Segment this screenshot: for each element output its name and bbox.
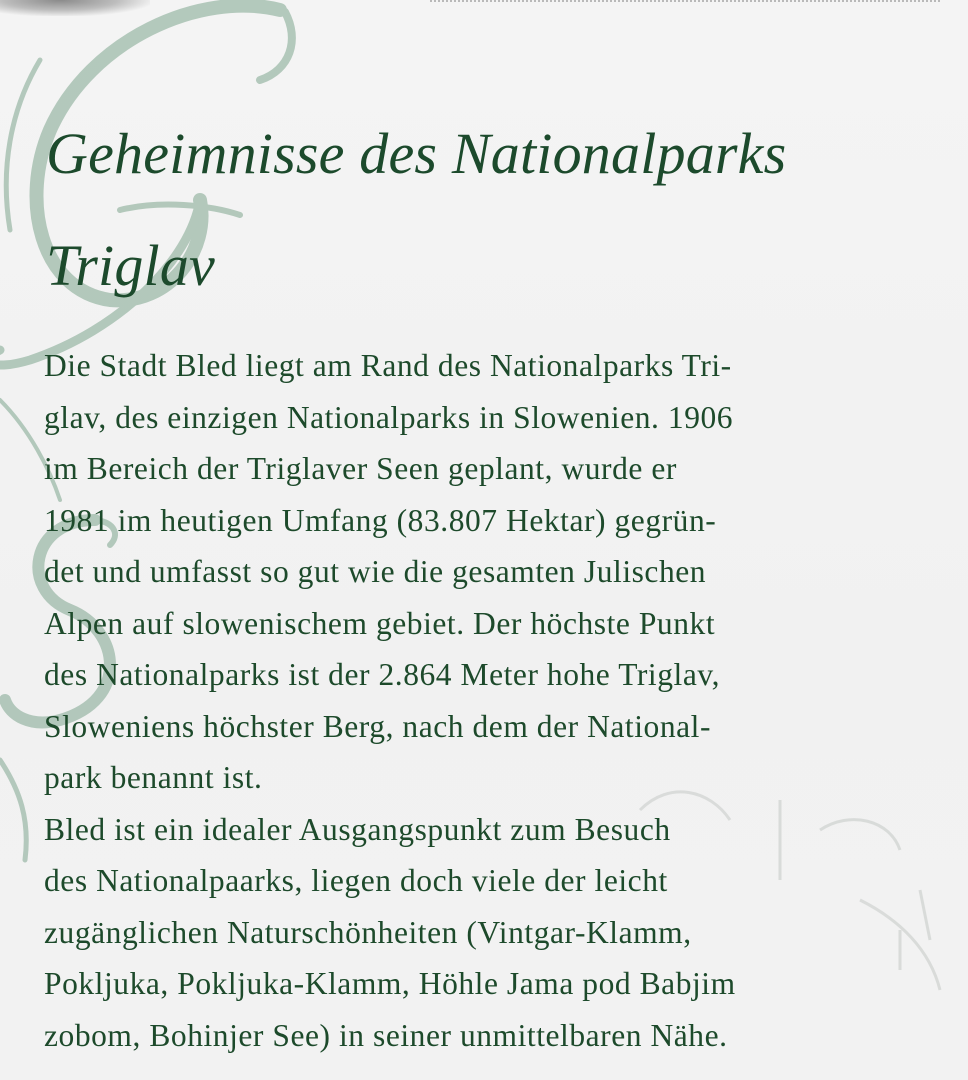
body-line: zugänglichen Naturschönheiten (Vintgar-Klamm, [44, 914, 692, 950]
body-line: park benannt ist. [44, 760, 263, 795]
body-line: det und umfasst so gut wie die gesamten Julischen [44, 554, 707, 589]
article-body [44, 340, 949, 1061]
body-line: Alpen auf slowenischem gebiet. Der höchste Punkt [44, 605, 716, 641]
top-dotted-rule [430, 0, 940, 5]
title-line-1: Geheimnisse des Nationalparks [46, 121, 787, 186]
body-line: Pokljuka, Pokljuka-Klamm, Höhle Jama pod Babjim [44, 966, 736, 1001]
body-line: des Nationalpaarks, liegen doch viele der leicht [44, 863, 668, 898]
body-line: im Bereich der Triglaver Seen geplant, wurde er [44, 451, 677, 486]
body-line: Sloweniens höchster Berg, nach dem der National- [44, 708, 712, 744]
body-line: Bled ist ein idealer Ausgangspunkt zum Besuch [44, 811, 671, 847]
body-line: Die Stadt Bled liegt am Rand des Nationalparks Tri- [44, 348, 732, 383]
body-line: glav, des einzigen Nationalparks in Slowenien. 1906 [44, 399, 734, 435]
title-line-2: Triglav [46, 233, 215, 298]
body-line: 1981 im heutigen Umfang (83.807 Hektar) gegrün- [44, 502, 717, 538]
body-line: zobom, Bohinjer See) in seiner unmittelbaren Nähe. [44, 1017, 728, 1053]
article-title [46, 98, 946, 322]
body-line: des Nationalparks ist der 2.864 Meter hohe Triglav, [44, 657, 721, 692]
